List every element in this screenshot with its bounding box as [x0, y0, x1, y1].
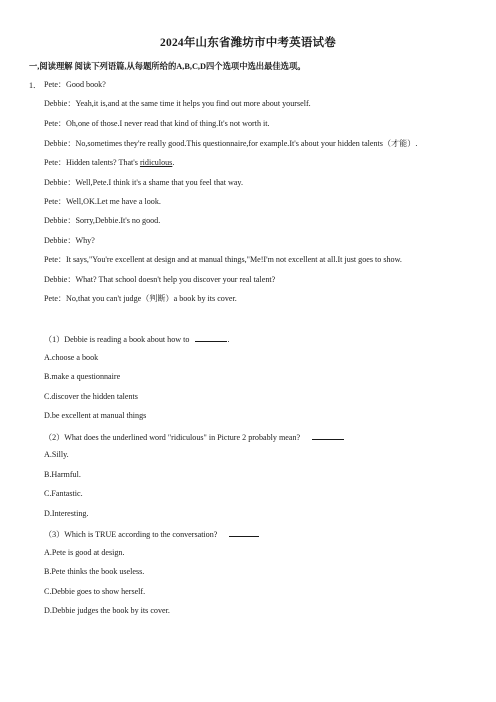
option: D.Debbie judges the book by its cover. [44, 606, 170, 615]
dialogue-line: Debbie：Sorry,Debbie.It's no good. [44, 216, 161, 225]
underlined-word: ridiculous [139, 158, 173, 167]
dialogue-line: Pete：Oh,one of those.I never read that kind of thing.It's not worth it. [44, 119, 270, 128]
answer-blank [312, 431, 344, 440]
option: A.Silly. [44, 450, 69, 459]
dialogue-line: Pete：No,that you can't judge（判断）a book by its cover. [44, 294, 237, 303]
option: C.Debbie goes to show herself. [44, 587, 146, 596]
dialogue-line: Debbie：Well,Pete.I think it's a shame that you feel that way. [44, 178, 243, 187]
option: A.Pete is good at design. [44, 548, 125, 557]
option: C.Fantastic. [44, 489, 83, 498]
option: D.be excellent at manual things [44, 411, 147, 420]
option: D.Interesting. [44, 509, 89, 518]
answer-blank [229, 528, 259, 537]
question-stem: （1）Debbie is reading a book about how to . [44, 335, 230, 344]
option: C.discover the hidden talents [44, 392, 138, 401]
option: B.Pete thinks the book useless. [44, 567, 145, 576]
answer-blank [195, 333, 227, 342]
dialogue-line: Debbie：Yeah,it is,and at the same time it helps you find out more about yourself. [44, 99, 311, 108]
dialogue-line: Pete：It says,"You're excellent at design and at manual things,"Me!I'm not excellent at all.It just goes to show. [44, 255, 402, 264]
dialogue-line: Debbie：Why? [44, 236, 95, 245]
dialogue-line: Pete：Good book? [44, 80, 106, 89]
option: A.choose a book [44, 353, 99, 362]
exam-title: 2024年山东省潍坊市中考英语试卷 [160, 37, 336, 49]
dialogue-line: Pete：Hidden talents? That's ridiculous. [44, 158, 175, 167]
dialogue-line: Debbie：What? That school doesn't help you discover your real talent? [44, 275, 276, 284]
dialogue-line: Pete：Well,OK.Let me have a look. [44, 197, 161, 206]
option: B.make a questionnaire [44, 372, 121, 381]
section-heading: 一,阅读理解 阅读下列语篇,从每题所给的A,B,C,D四个选项中选出最佳选项。 [29, 62, 306, 71]
option: B.Harmful. [44, 470, 81, 479]
question-stem: （2）What does the underlined word "ridiculous" in Picture 2 probably mean? [44, 431, 344, 443]
question-stem: （3）Which is TRUE according to the conversation? [44, 528, 259, 540]
question-number: 1． [29, 81, 42, 90]
dialogue-line: Debbie：No,sometimes they're really good.This questionnaire,for example.It's about your hidden talents（才能）. [44, 139, 418, 148]
